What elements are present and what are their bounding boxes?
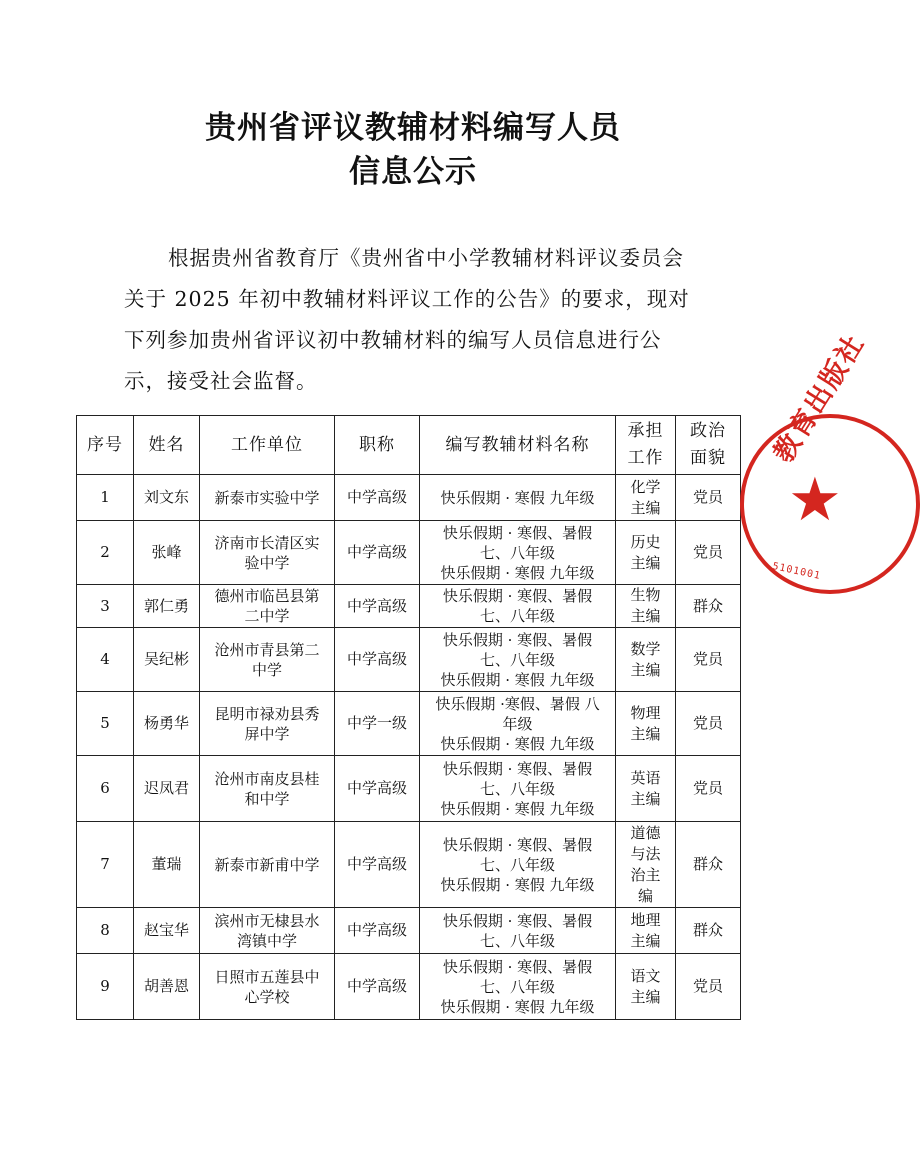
personnel-table (76, 415, 741, 1020)
cell-works-line: 快乐假期 · 寒假 九年级 (440, 488, 595, 507)
cell-role-line: 主编 (630, 789, 661, 808)
cell-role (616, 756, 676, 822)
cell-party: 党员 (676, 521, 741, 585)
cell-works-line: 七、八年级 (479, 779, 555, 798)
cell-works (420, 692, 616, 756)
table-row (77, 585, 741, 628)
cell-rank: 中学一级 (335, 692, 420, 756)
cell-org (200, 475, 335, 521)
cell-role (616, 521, 676, 585)
cell-org (200, 954, 335, 1020)
cell-org-line: 心学校 (244, 987, 290, 1006)
header-name: 姓名 (134, 416, 200, 475)
cell-role-line: 主编 (630, 724, 661, 743)
intro-line: 示，接受社会监督。 (124, 369, 318, 393)
table-row (77, 954, 741, 1020)
cell-party: 党员 (676, 628, 741, 692)
cell-role-line: 历史 (630, 532, 661, 551)
cell-rank: 中学高级 (335, 822, 420, 908)
header-rank: 职称 (335, 416, 420, 475)
cell-works (420, 475, 616, 521)
cell-org-line: 德州市临邑县第 (214, 587, 320, 605)
cell-party: 党员 (676, 475, 741, 521)
cell-rank: 中学高级 (335, 954, 420, 1020)
cell-name: 吴纪彬 (134, 628, 200, 692)
cell-role-line: 道德 (630, 823, 661, 842)
cell-name: 赵宝华 (134, 908, 200, 954)
seal-text: 教育出版社 (767, 328, 872, 469)
header-role (616, 416, 676, 475)
cell-org-line: 屏中学 (244, 724, 290, 743)
cell-org-line: 二中学 (244, 607, 290, 625)
cell-index: 7 (77, 822, 134, 908)
star-icon: ★ (788, 465, 842, 535)
table-header-row (77, 416, 741, 475)
document-title: 贵州省评议教辅材料编写人员 (205, 110, 621, 146)
table-row (77, 756, 741, 822)
cell-works-line: 快乐假期 · 寒假、暑假 (442, 523, 593, 542)
cell-rank: 中学高级 (335, 475, 420, 521)
cell-role-line: 主编 (630, 553, 661, 572)
cell-index: 1 (77, 475, 134, 521)
cell-name: 刘文东 (134, 475, 200, 521)
cell-rank: 中学高级 (335, 521, 420, 585)
cell-role (616, 822, 676, 908)
cell-works-line: 快乐假期 · 寒假、暑假 (442, 587, 593, 605)
cell-works-line: 七、八年级 (479, 607, 555, 625)
cell-party: 党员 (676, 756, 741, 822)
cell-works-line: 快乐假期 · 寒假 九年级 (440, 734, 595, 753)
cell-index: 5 (77, 692, 134, 756)
cell-name: 董瑞 (134, 822, 200, 908)
cell-works (420, 585, 616, 628)
cell-works (420, 954, 616, 1020)
cell-name: 杨勇华 (134, 692, 200, 756)
cell-index: 3 (77, 585, 134, 628)
intro-line: 下列参加贵州省评议初中教辅材料的编写人员信息进行公 (124, 328, 662, 352)
cell-role (616, 475, 676, 521)
cell-works-line: 快乐假期 · 寒假、暑假 (442, 759, 593, 778)
official-seal (740, 328, 920, 594)
cell-rank: 中学高级 (335, 908, 420, 954)
cell-rank: 中学高级 (335, 585, 420, 628)
cell-works (420, 908, 616, 954)
table-body (77, 475, 741, 1020)
header-index: 序号 (77, 416, 134, 475)
cell-works-line: 快乐假期 · 寒假、暑假 (442, 911, 593, 930)
cell-works-line: 快乐假期 · 寒假、暑假 (442, 630, 593, 649)
table-row (77, 822, 741, 908)
cell-role-line: 主编 (630, 931, 661, 950)
cell-role-line: 主编 (630, 987, 661, 1006)
cell-works-line: 快乐假期 · 寒假 九年级 (440, 670, 595, 689)
cell-org-line: 新泰市实验中学 (214, 488, 320, 507)
cell-role-line: 英语 (630, 768, 661, 787)
cell-works-line: 快乐假期 · 寒假 九年级 (440, 799, 595, 818)
cell-role-line: 地理 (630, 910, 661, 929)
cell-name: 胡善恩 (134, 954, 200, 1020)
cell-org-line: 沧州市青县第二 (214, 640, 320, 659)
cell-party: 党员 (676, 692, 741, 756)
table-row (77, 908, 741, 954)
cell-role-line: 治主 (630, 865, 661, 884)
header-org: 工作单位 (200, 416, 335, 475)
cell-works-line: 七、八年级 (479, 650, 555, 669)
cell-name: 张峰 (134, 521, 200, 585)
cell-works-line: 快乐假期 · 寒假 九年级 (440, 997, 595, 1016)
cell-works-line: 七、八年级 (479, 931, 555, 950)
header-party-line: 政治 (690, 421, 726, 441)
cell-index: 6 (77, 756, 134, 822)
cell-works (420, 822, 616, 908)
cell-org-line: 湾镇中学 (236, 931, 297, 950)
cell-works (420, 756, 616, 822)
cell-org-line: 济南市长清区实 (214, 533, 320, 552)
intro-line: 关于 2025 年初中教辅材料评议工作的公告》的要求，现对 (124, 287, 690, 311)
table-row (77, 521, 741, 585)
intro-paragraph (124, 238, 718, 402)
cell-role (616, 908, 676, 954)
cell-rank: 中学高级 (335, 756, 420, 822)
cell-role-line: 与法 (630, 844, 661, 863)
cell-works (420, 628, 616, 692)
cell-party: 群众 (676, 585, 741, 628)
cell-works-line: 快乐假期 · 寒假、暑假 (442, 957, 593, 976)
cell-index: 9 (77, 954, 134, 1020)
cell-role-line: 主编 (630, 498, 661, 517)
cell-role-line: 主编 (630, 607, 661, 625)
cell-works-line: 七、八年级 (479, 543, 555, 562)
cell-name: 郭仁勇 (134, 585, 200, 628)
header-role-line: 承担 (627, 421, 664, 441)
cell-works-line: 快乐假期 · 寒假、暑假 (442, 835, 593, 854)
cell-org-line: 沧州市南皮县桂 (214, 769, 320, 788)
cell-role-line: 语文 (630, 966, 661, 985)
cell-org (200, 692, 335, 756)
cell-org (200, 628, 335, 692)
cell-index: 8 (77, 908, 134, 954)
table-row (77, 475, 741, 521)
cell-org (200, 756, 335, 822)
cell-party: 群众 (676, 908, 741, 954)
cell-works-line: 快乐假期 · 寒假 九年级 (440, 563, 595, 582)
header-role-line: 工作 (627, 448, 664, 468)
cell-role (616, 954, 676, 1020)
seal-number: 5101001 (771, 561, 822, 582)
cell-org (200, 822, 335, 908)
cell-works-line: 七、八年级 (479, 977, 555, 996)
cell-role-line: 数学 (630, 639, 661, 658)
header-party-line: 面貌 (690, 448, 726, 468)
cell-works-line: 七、八年级 (479, 855, 555, 874)
intro-line: 根据贵州省教育厅《贵州省中小学教辅材料评议委员会 (168, 246, 684, 270)
table-row (77, 692, 741, 756)
cell-org (200, 521, 335, 585)
cell-org (200, 908, 335, 954)
cell-name: 迟凤君 (134, 756, 200, 822)
cell-org-line: 和中学 (244, 789, 290, 808)
cell-works-line: 快乐假期 · 寒假 九年级 (440, 875, 595, 894)
cell-party: 党员 (676, 954, 741, 1020)
cell-org-line: 新泰市新甫中学 (214, 855, 320, 874)
cell-org-line: 滨州市无棣县水 (214, 911, 320, 930)
cell-org (200, 585, 335, 628)
cell-role-line: 化学 (630, 477, 661, 496)
cell-works-line: 年级 (502, 714, 533, 733)
table-row (77, 628, 741, 692)
cell-org-line: 验中学 (244, 553, 290, 572)
cell-rank: 中学高级 (335, 628, 420, 692)
cell-works-line: 快乐假期 ·寒假、暑假 八 (435, 694, 600, 713)
cell-role-line: 编 (637, 886, 653, 905)
cell-role (616, 692, 676, 756)
cell-role-line: 生物 (630, 586, 661, 604)
cell-org-line: 日照市五莲县中 (214, 967, 320, 986)
cell-index: 4 (77, 628, 134, 692)
cell-index: 2 (77, 521, 134, 585)
cell-role (616, 628, 676, 692)
cell-role-line: 物理 (630, 703, 661, 722)
header-party (676, 416, 741, 475)
cell-party: 群众 (676, 822, 741, 908)
cell-role-line: 主编 (630, 660, 661, 679)
header-works: 编写教辅材料名称 (420, 416, 616, 475)
cell-works (420, 521, 616, 585)
cell-org-line: 昆明市禄劝县秀 (214, 704, 320, 723)
cell-role (616, 585, 676, 628)
document-subtitle: 信息公示 (349, 154, 477, 190)
cell-org-line: 中学 (251, 660, 282, 679)
